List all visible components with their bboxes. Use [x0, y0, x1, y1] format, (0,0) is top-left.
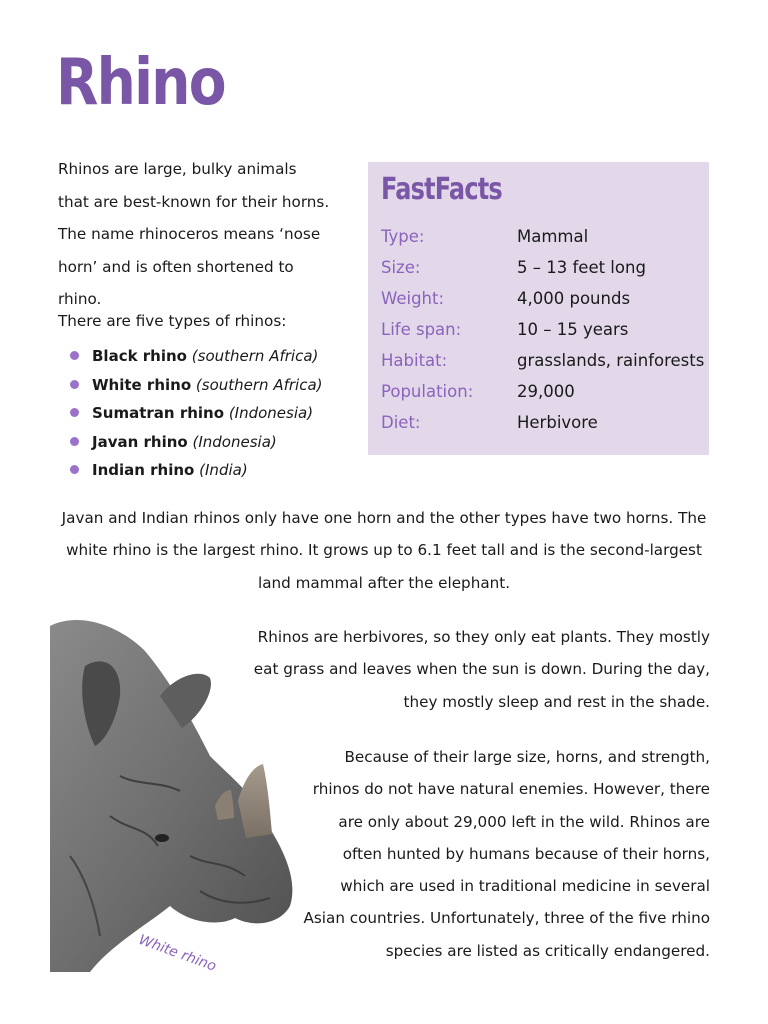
bullet-icon [70, 380, 79, 389]
enemies-paragraph: Because of their large size, horns, and strength, rhinos do not have natural enemies. However, there are only about 29,000 left in the wild. Rhinos are often hunted by humans because of their horns, which are used in traditional medicine in several Asian countries. Unfortunately, three of the five rhino species are listed as critically endangered. [303, 748, 710, 960]
photo-caption: White rhino [136, 932, 219, 975]
list-item [70, 456, 323, 485]
rhino-type-name: Javan rhino [92, 432, 188, 451]
rhino-type-region: (Indonesia) [228, 404, 314, 422]
fact-value: Mammal [517, 227, 589, 246]
fact-label: Habitat: [381, 351, 448, 370]
rhino-type-name: White rhino [92, 375, 192, 394]
fast-facts-title: FastFacts [381, 172, 502, 207]
page-title: Rhino [56, 46, 225, 120]
rhino-type-region: (Indonesia) [192, 432, 277, 451]
fact-value: 10 – 15 years [517, 320, 629, 339]
fact-label: Diet: [381, 413, 421, 432]
fact-label: Type: [381, 227, 425, 246]
bullet-icon [70, 465, 79, 474]
intro-paragraph: Rhinos are large, bulky animals that are best-known for their horns. The name rhinoceros means ‘nose horn’ and is often shortened to rhino. [58, 160, 330, 308]
diet-paragraph: Rhinos are herbivores, so they only eat plants. They mostly eat grass and leaves when the sun is down. During the day, they mostly sleep and rest in the shade. [253, 628, 710, 711]
fact-value: 5 – 13 feet long [517, 258, 646, 277]
horns-paragraph: Javan and Indian rhinos only have one horn and the other types have two horns. The white rhino is the largest rhino. It grows up to 6.1 feet tall and is the second-largest land mammal after the elephant. [61, 509, 707, 592]
list-item [70, 399, 323, 428]
types-intro: There are five types of rhinos: [58, 312, 287, 330]
list-item [70, 342, 323, 371]
rhino-type-name: Sumatran rhino [92, 404, 225, 422]
rhino-type-region: (southern Africa) [191, 347, 319, 365]
rhino-type-region: (India) [199, 461, 248, 479]
list-item [70, 428, 323, 457]
fact-label: Life span: [381, 320, 462, 339]
rhino-eye-shape [155, 834, 169, 842]
bullet-icon [70, 437, 79, 446]
fact-label: Weight: [381, 289, 445, 308]
bullet-icon [70, 351, 79, 360]
fact-label: Size: [381, 258, 421, 277]
rhino-type-name: Indian rhino [92, 461, 195, 479]
fact-value: 4,000 pounds [517, 289, 631, 308]
fact-label: Population: [381, 382, 474, 401]
fact-value: Herbivore [517, 413, 598, 432]
fact-value: grasslands, rainforests [517, 351, 705, 370]
list-item [70, 371, 323, 400]
bullet-icon [70, 408, 79, 417]
rhino-type-name: Black rhino [92, 347, 187, 365]
fast-facts-box [368, 162, 709, 455]
rhino-type-region: (southern Africa) [195, 375, 323, 394]
fact-value: 29,000 [517, 382, 575, 401]
rhino-types-list [70, 342, 323, 485]
